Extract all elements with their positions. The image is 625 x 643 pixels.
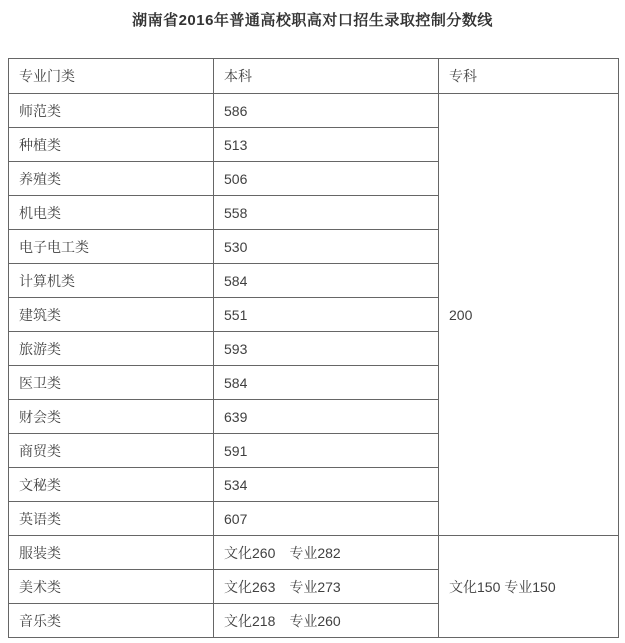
category-cell: 医卫类 — [9, 366, 214, 400]
category-cell: 音乐类 — [9, 604, 214, 638]
benke-score-cell: 530 — [214, 230, 439, 264]
benke-score-cell: 586 — [214, 94, 439, 128]
category-cell: 机电类 — [9, 196, 214, 230]
category-cell: 种植类 — [9, 128, 214, 162]
zhuanke-merged-cell: 文化150 专业150 — [439, 536, 619, 638]
benke-score-cell: 513 — [214, 128, 439, 162]
category-cell: 商贸类 — [9, 434, 214, 468]
benke-score-cell: 558 — [214, 196, 439, 230]
page-title: 湖南省2016年普通高校职高对口招生录取控制分数线 — [132, 12, 493, 29]
category-cell: 服装类 — [9, 536, 214, 570]
category-cell: 英语类 — [9, 502, 214, 536]
benke-score-cell: 506 — [214, 162, 439, 196]
benke-score-cell: 607 — [214, 502, 439, 536]
benke-score-cell: 584 — [214, 366, 439, 400]
header-cell-zhuanke: 专科 — [439, 59, 619, 94]
category-cell: 建筑类 — [9, 298, 214, 332]
zhuanke-merged-cell: 200 — [439, 94, 619, 536]
category-cell: 电子电工类 — [9, 230, 214, 264]
benke-score-cell: 591 — [214, 434, 439, 468]
header-cell-benke: 本科 — [214, 59, 439, 94]
header-cell-category: 专业门类 — [9, 59, 214, 94]
category-cell: 美术类 — [9, 570, 214, 604]
category-cell: 计算机类 — [9, 264, 214, 298]
category-cell: 旅游类 — [9, 332, 214, 366]
category-cell: 文秘类 — [9, 468, 214, 502]
header-row — [9, 59, 619, 94]
table-row — [9, 94, 619, 128]
benke-score-cell: 639 — [214, 400, 439, 434]
benke-score-cell: 534 — [214, 468, 439, 502]
benke-score-cell: 551 — [214, 298, 439, 332]
benke-score-cell: 文化263 专业273 — [214, 570, 439, 604]
category-cell: 师范类 — [9, 94, 214, 128]
benke-score-cell: 文化218 专业260 — [214, 604, 439, 638]
benke-score-cell: 593 — [214, 332, 439, 366]
category-cell: 养殖类 — [9, 162, 214, 196]
benke-score-cell: 584 — [214, 264, 439, 298]
category-cell: 财会类 — [9, 400, 214, 434]
score-table — [8, 58, 619, 638]
benke-score-cell: 文化260 专业282 — [214, 536, 439, 570]
table-row — [9, 536, 619, 570]
